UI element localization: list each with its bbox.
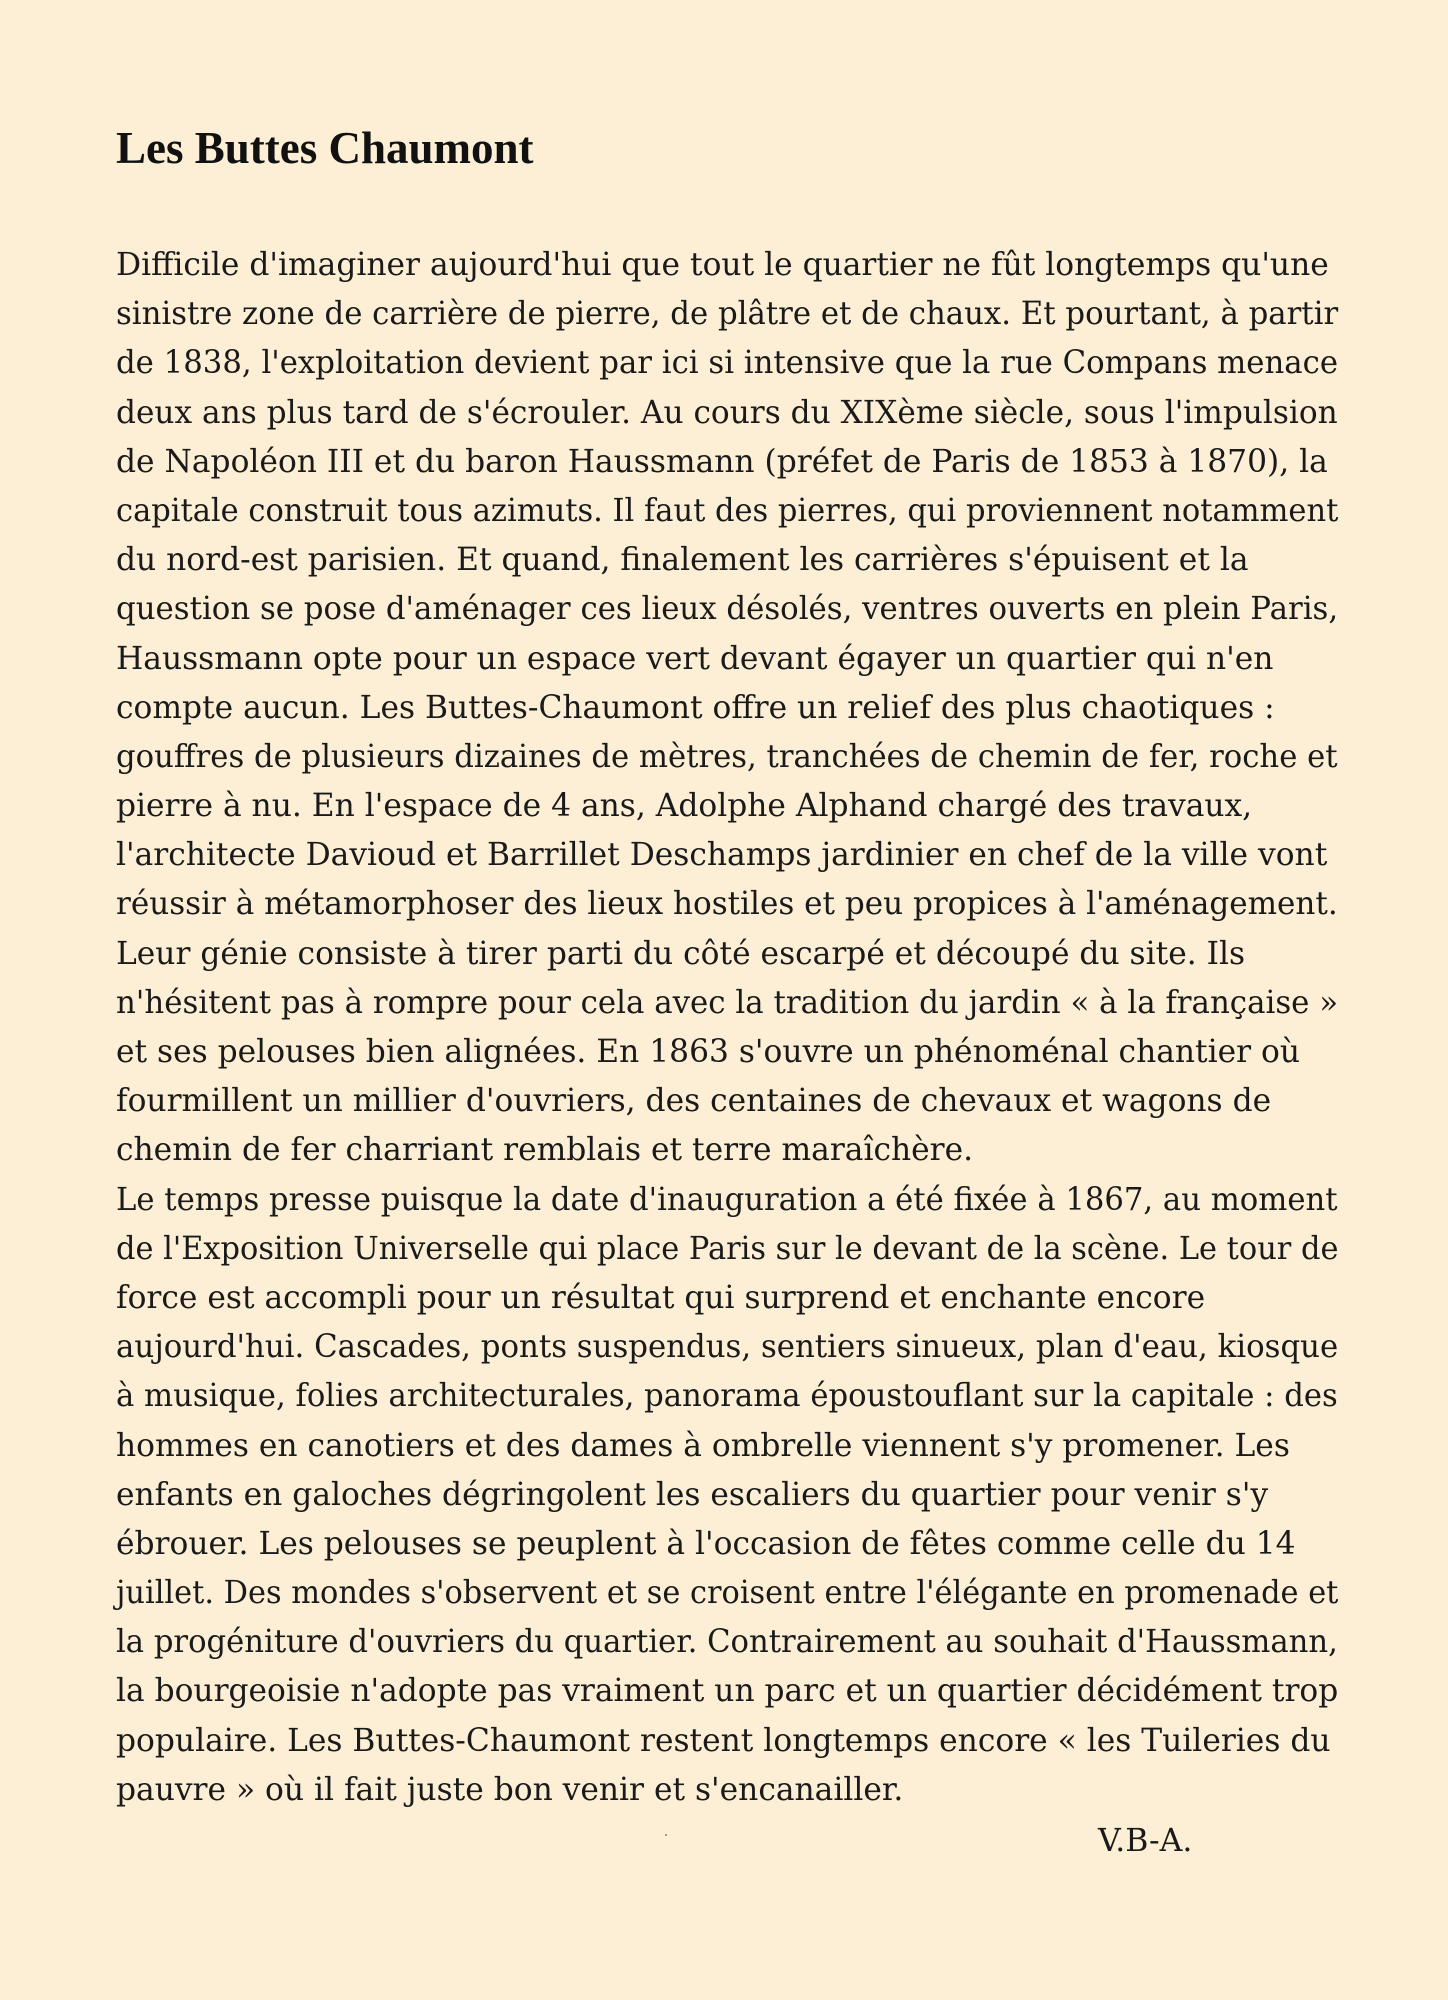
article-line: hommes en canotiers et des dames à ombrelle viennent s'y promener. Les <box>116 1427 1290 1464</box>
article-line: Difficile d'imaginer aujourd'hui que tout le quartier ne fût longtemps qu'une <box>116 247 1329 283</box>
article-line: compte aucun. Les Buttes-Chaumont offre un relief des plus chaotiques : <box>116 689 1275 726</box>
author-signature: V.B-A. <box>1098 1823 1193 1859</box>
article-line: de Napoléon III et du baron Haussmann (préfet de Paris de 1853 à 1870), la <box>116 443 1328 480</box>
article-body <box>116 241 1346 1815</box>
article-line: n'hésitent pas à rompre pour cela avec la tradition du jardin « à la française » <box>116 984 1339 1021</box>
article-line: réussir à métamorphoser des lieux hostiles et peu propices à l'aménagement. <box>116 886 1338 923</box>
article-line: Haussmann opte pour un espace vert devant égayer un quartier qui n'en <box>116 640 1274 677</box>
article-line: de 1838, l'exploitation devient par ici si intensive que la rue Compans menace <box>116 345 1339 382</box>
article-line: fourmillent un millier d'ouvriers, des centaines de chevaux et wagons de <box>116 1083 1272 1120</box>
article-line: Le temps presse puisque la date d'inauguration a été fixée à 1867, au moment <box>116 1181 1338 1218</box>
article-line: Leur génie consiste à tirer parti du côté escarpé et découpé du site. Ils <box>116 935 1246 972</box>
scan-speck <box>665 1834 667 1836</box>
article-line: pierre à nu. En l'espace de 4 ans, Adolphe Alphand chargé des travaux, <box>116 788 1253 825</box>
article-line: ébrouer. Les pelouses se peuplent à l'occasion de fêtes comme celle du 14 <box>116 1525 1296 1562</box>
article-line: sinistre zone de carrière de pierre, de plâtre et de chaux. Et pourtant, à partir <box>116 296 1339 333</box>
article-line: la progéniture d'ouvriers du quartier. Contrairement au souhait d'Haussmann, <box>116 1624 1338 1661</box>
article-line: la bourgeoisie n'adopte pas vraiment un parc et un quartier décidément trop <box>116 1673 1339 1710</box>
article-line: à musique, folies architecturales, panorama époustouflant sur la capitale : des <box>116 1378 1338 1415</box>
article-line: capitale construit tous azimuts. Il faut des pierres, qui proviennent notamment <box>116 492 1339 529</box>
article-line: force est accompli pour un résultat qui surprend et enchante encore <box>116 1279 1206 1316</box>
article-line: juillet. Des mondes s'observent et se croisent entre l'élégante en promenade et <box>116 1575 1339 1612</box>
article-line: enfants en galoches dégringolent les escaliers du quartier pour venir s'y <box>116 1476 1269 1513</box>
article-line: pauvre » où il fait juste bon venir et s'encanailler. <box>116 1771 904 1808</box>
document-page <box>116 0 1346 2000</box>
article-line: du nord-est parisien. Et quand, finalement les carrières s'épuisent et la <box>116 542 1249 579</box>
article-line: chemin de fer charriant remblais et terre maraîchère. <box>116 1132 974 1169</box>
article-line: aujourd'hui. Cascades, ponts suspendus, sentiers sinueux, plan d'eau, kiosque <box>116 1329 1339 1366</box>
article-line: et ses pelouses bien alignées. En 1863 s'ouvre un phénoménal chantier où <box>116 1034 1301 1070</box>
article-line: deux ans plus tard de s'écrouler. Au cours du XIXème siècle, sous l'impulsion <box>116 394 1338 431</box>
document-title: Les Buttes Chaumont <box>116 123 534 173</box>
article-line: de l'Exposition Universelle qui place Paris sur le devant de la scène. Le tour de <box>116 1230 1339 1267</box>
article-line: populaire. Les Buttes-Chaumont restent longtemps encore « les Tuileries du <box>116 1722 1331 1759</box>
article-line: question se pose d'aménager ces lieux désolés, ventres ouverts en plein Paris, <box>116 591 1339 628</box>
article-line: l'architecte Davioud et Barrillet Deschamps jardinier en chef de la ville vont <box>116 837 1328 874</box>
article-line: gouffres de plusieurs dizaines de mètres, tranchées de chemin de fer, roche et <box>116 738 1338 775</box>
